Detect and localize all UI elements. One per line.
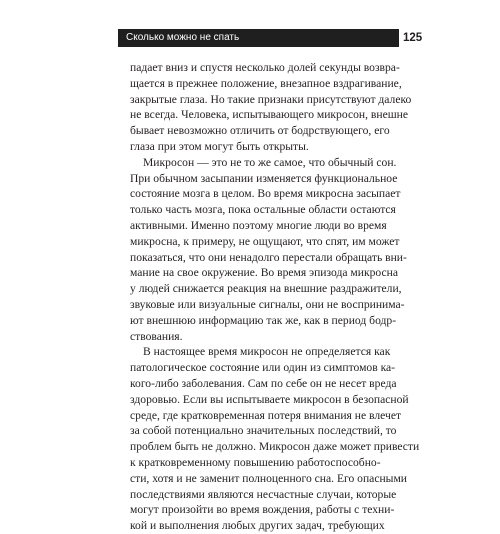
text-line: При обычном засыпании изменяется функциональное xyxy=(130,171,398,185)
text-line: мание на свое окружение. Во время эпизода микросна xyxy=(130,266,398,280)
text-line: микросна, к примеру, не ощущают, что спят, им может xyxy=(130,234,400,248)
text-line: глаза при этом могут быть открыты. xyxy=(130,139,309,153)
text-line: звуковые или визуальные сигналы, они не воспринима- xyxy=(130,297,405,311)
text-line: ют внешнюю информацию так же, как в период бодр- xyxy=(130,313,397,327)
text-line: бывает невозможно отличить от бодрствующего, его xyxy=(130,124,390,138)
paragraph-3 xyxy=(130,344,420,534)
paragraph-1 xyxy=(130,60,412,155)
text-line: Микросон — это не то же самое, что обычный сон. xyxy=(143,155,397,169)
text-line: В настоящее время микросон не определяется как xyxy=(143,345,391,359)
text-line: показаться, что они ненадолго перестали обращать вни- xyxy=(130,250,407,264)
text-line: проблем быть не должно. Микросон даже может привести xyxy=(130,440,420,454)
text-line: могут произойти во время вождения, работы с техни- xyxy=(130,503,395,517)
text-line: закрытые глаза. Но такие признаки присутствуют далеко xyxy=(130,92,412,106)
text-line: активными. Именно поэтому многие люди во время xyxy=(130,218,387,232)
text-line: кой и выполнения любых других задач, требующих xyxy=(130,519,385,533)
text-line: щается в прежнее положение, внезапное вздрагивание, xyxy=(130,76,402,90)
text-line: кого-либо заболевания. Сам по себе он не несет вреда xyxy=(130,376,397,390)
text-line: к кратковременному повышению работоспособно- xyxy=(130,455,381,469)
paragraph-2 xyxy=(130,155,407,345)
text-line: патологическое состояние или один из симптомов ка- xyxy=(130,361,396,375)
text-line: за собой потенциально значительных последствий, то xyxy=(130,424,397,438)
body-text xyxy=(130,60,420,534)
text-line: у людей снижается реакция на внешние раздражители, xyxy=(130,282,402,296)
text-line: последствиями являются несчастные случаи, которые xyxy=(130,487,397,501)
text-line: падает вниз и спустя несколько долей секунды возвра- xyxy=(130,61,400,74)
text-line: состояние мозга в целом. Во время микросна засыпает xyxy=(130,187,401,201)
text-line: здоровью. Если вы испытываете микросон в безопасной xyxy=(130,392,409,406)
page-number: 125 xyxy=(403,32,423,44)
text-line: только часть мозга, пока остальные области остаются xyxy=(130,203,396,217)
text-line: ствования. xyxy=(130,329,183,343)
running-header: Сколько можно не спать xyxy=(118,29,399,47)
text-line: среде, где кратковременная потеря внимания не влечет xyxy=(130,408,402,422)
text-line: сти, хотя и не заменит полноценного сна. Его опасными xyxy=(130,471,408,485)
text-line: не всегда. Человека, испытывающего микросон, внешне xyxy=(130,108,408,122)
